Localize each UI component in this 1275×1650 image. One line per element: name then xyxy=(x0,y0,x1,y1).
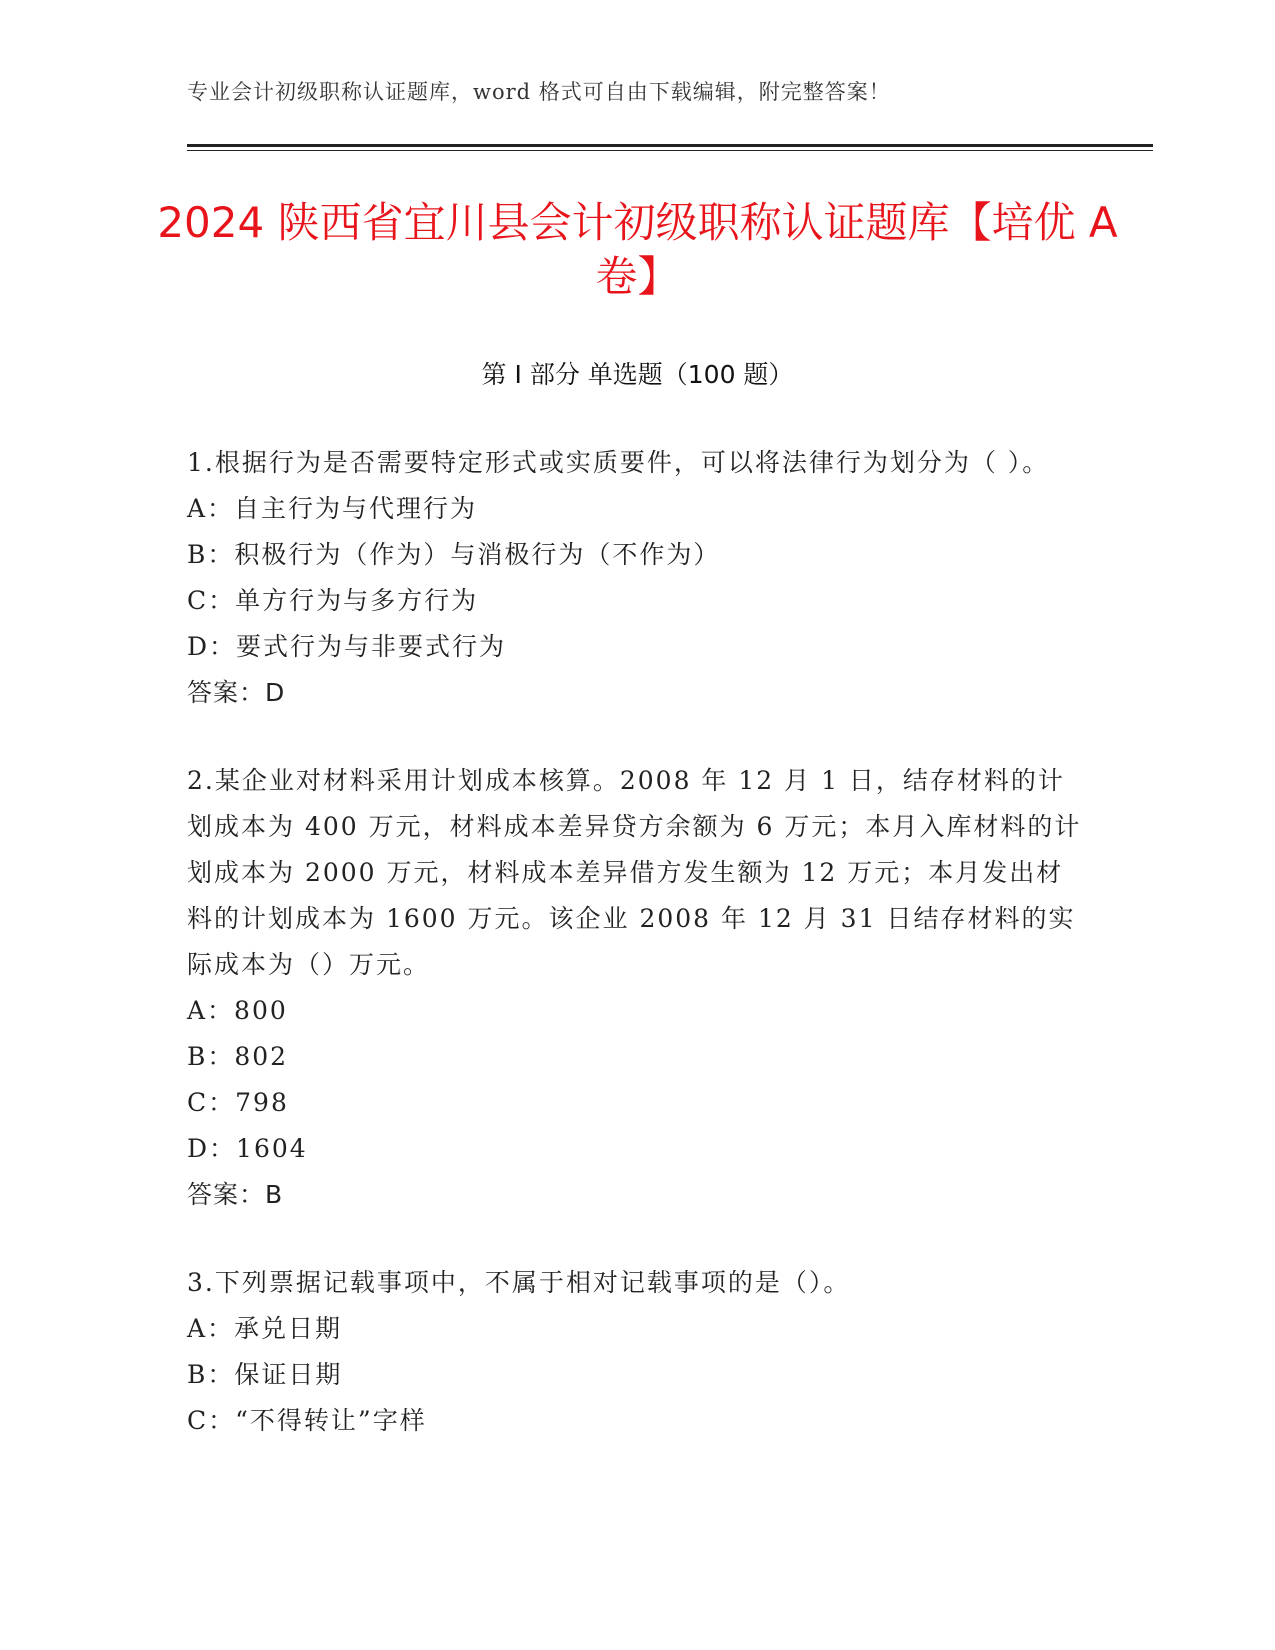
question-list xyxy=(187,440,1087,1486)
question-3 xyxy=(187,1260,1087,1444)
option-a: A：承兑日期 xyxy=(187,1314,343,1343)
header-rule-thick xyxy=(187,144,1153,147)
option-c: C：“不得转让”字样 xyxy=(187,1406,427,1435)
option-b: B：保证日期 xyxy=(187,1360,343,1389)
option-c: C：798 xyxy=(187,1088,289,1117)
option-b: B：积极行为（作为）与消极行为（不作为） xyxy=(187,540,721,569)
question-2 xyxy=(187,758,1087,1218)
question-1 xyxy=(187,440,1087,716)
question-stem: 3.下列票据记载事项中，不属于相对记载事项的是（）。 xyxy=(187,1268,851,1297)
header-rule-thin xyxy=(187,150,1153,151)
option-b: B：802 xyxy=(187,1042,289,1071)
question-stem: 1.根据行为是否需要特定形式或实质要件，可以将法律行为划分为（ ）。 xyxy=(187,448,1050,477)
document-title: 2024 陕西省宜川县会计初级职称认证题库【培优 A 卷】 xyxy=(157,198,1118,301)
answer: 答案：B xyxy=(187,1180,284,1209)
option-d: D：要式行为与非要式行为 xyxy=(187,632,507,661)
section-heading: 第 I 部分 单选题（100 题） xyxy=(481,360,794,389)
answer: 答案：D xyxy=(187,678,286,707)
option-c: C：单方行为与多方行为 xyxy=(187,586,479,615)
question-stem: 2.某企业对材料采用计划成本核算。2008 年 12 月 1 日，结存材料的计划成本为 400 万元，材料成本差异贷方余额为 6 万元；本月入库材料的计划成本为 2000 万元，材料成本差异借方发生额为 12 万元；本月发出材料的计划成本为 1600 万元。该企业 2008 年 12 月 31 日结存材料的实际成本为（）万元。 xyxy=(187,766,1082,979)
option-a: A：800 xyxy=(187,996,288,1025)
header-note: 专业会计初级职称认证题库，word 格式可自由下载编辑，附完整答案！ xyxy=(187,80,891,104)
option-a: A：自主行为与代理行为 xyxy=(187,494,478,523)
option-d: D：1604 xyxy=(187,1134,308,1163)
